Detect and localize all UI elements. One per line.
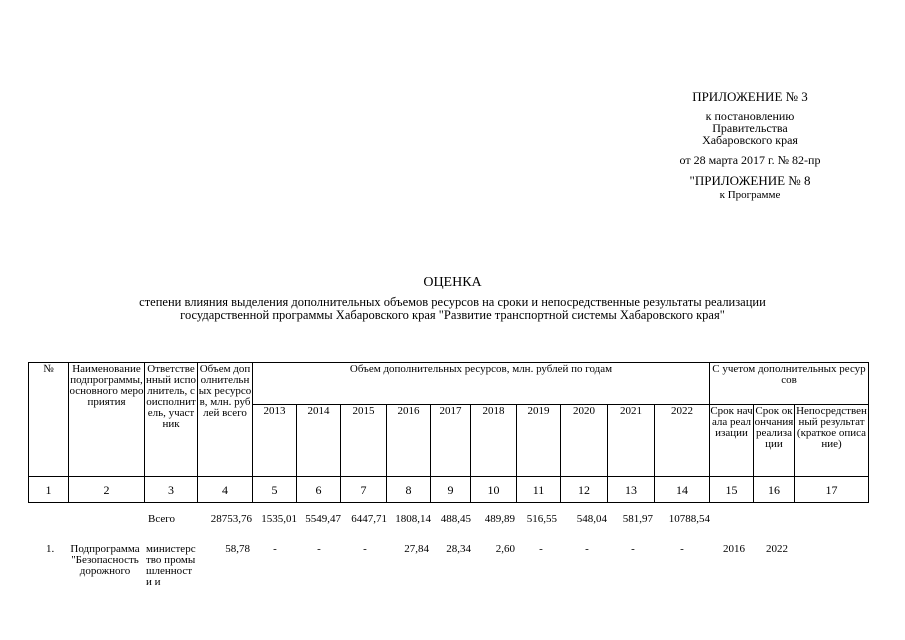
row-year-value: 28,34 [446,543,471,555]
total-year-value: 1808,14 [395,513,431,525]
header-year: 2018 [471,405,517,477]
row-year-value: - [680,543,684,555]
row-end-year: 2022 [766,543,788,555]
header-num: № [29,363,69,477]
document-subtitle: государственной программы Хабаровского края "Развитие транспортной системы Хабаровского края" [180,308,725,322]
column-number: 14 [655,477,710,503]
total-year-value: 1535,01 [261,513,297,525]
header-executor: Ответственный исполнитель, соисполнитель, участник [145,363,198,477]
header-year: 2020 [561,405,608,477]
annex-title: ПРИЛОЖЕНИЕ № 3 [692,89,808,104]
header-year: 2022 [655,405,710,477]
header-with-resources: С учетом дополнительных ресурсов [710,363,869,405]
header-year: 2021 [608,405,655,477]
header-name: Наименование подпрограммы, основного мероприятия [69,363,145,477]
total-year-value: 581,97 [622,513,653,525]
row-year-value: - [273,543,277,555]
row-year-value: - [317,543,321,555]
total-year-value: 548,04 [576,513,607,525]
column-number: 13 [608,477,655,503]
header-year: 2015 [341,405,387,477]
column-number: 3 [145,477,198,503]
row-name: Подпрограмма "Безопасность дорожного [70,544,140,577]
header-by-years: Объем дополнительных ресурсов, млн. рублей по годам [253,363,710,405]
header-year: 2014 [297,405,341,477]
row-year-value: - [363,543,367,555]
column-number: 11 [517,477,561,503]
document-subtitle: степени влияния выделения дополнительных объемов ресурсов на сроки и непосредственные результаты реализации [139,295,766,309]
row-year-value: 27,84 [404,543,429,555]
column-number: 1 [29,477,69,503]
column-number: 15 [710,477,754,503]
column-number: 17 [795,477,869,503]
annex-line: к постановлению [705,109,795,123]
row-total: 58,78 [225,543,250,555]
header-year: 2017 [431,405,471,477]
column-number: 9 [431,477,471,503]
row-executor: министерство промышленности и [146,544,196,588]
document-title: ОЦЕНКА [423,275,482,290]
annex-appendix: "ПРИЛОЖЕНИЕ № 8 [689,173,811,188]
row-year-value: 2,60 [495,543,515,555]
total-year-value: 5549,47 [305,513,341,525]
column-number: 10 [471,477,517,503]
resources-table [28,362,869,503]
total-year-value: 488,45 [440,513,471,525]
total-year-value: 516,55 [526,513,557,525]
annex-line: Правительства [712,121,788,135]
total-year-value: 6447,71 [351,513,387,525]
row-number: 1. [46,543,55,555]
row-year-value: - [539,543,543,555]
total-label: Всего [148,513,175,525]
column-number: 16 [754,477,795,503]
total-year-value: 489,89 [484,513,515,525]
total-value: 28753,76 [210,513,252,525]
header-year: 2019 [517,405,561,477]
header-end: Срок окончания реализации [754,405,795,477]
column-number: 6 [297,477,341,503]
header-year: 2013 [253,405,297,477]
total-year-value: 10788,54 [668,513,710,525]
header-volume: Объем дополнительных ресурсов, млн. рублей всего [198,363,253,477]
column-number: 4 [198,477,253,503]
row-start-year: 2016 [723,543,745,555]
column-number: 5 [253,477,297,503]
header-result: Непосредственный результат (краткое описание) [795,405,869,477]
column-number: 2 [69,477,145,503]
column-number: 8 [387,477,431,503]
column-number: 12 [561,477,608,503]
header-year: 2016 [387,405,431,477]
column-number: 7 [341,477,387,503]
annex-date: от 28 марта 2017 г. № 82-пр [679,153,821,167]
row-year-value: - [585,543,589,555]
header-start: Срок начала реализации [710,405,754,477]
annex-program: к Программе [719,189,781,201]
row-year-value: - [631,543,635,555]
annex-line: Хабаровского края [702,133,798,147]
